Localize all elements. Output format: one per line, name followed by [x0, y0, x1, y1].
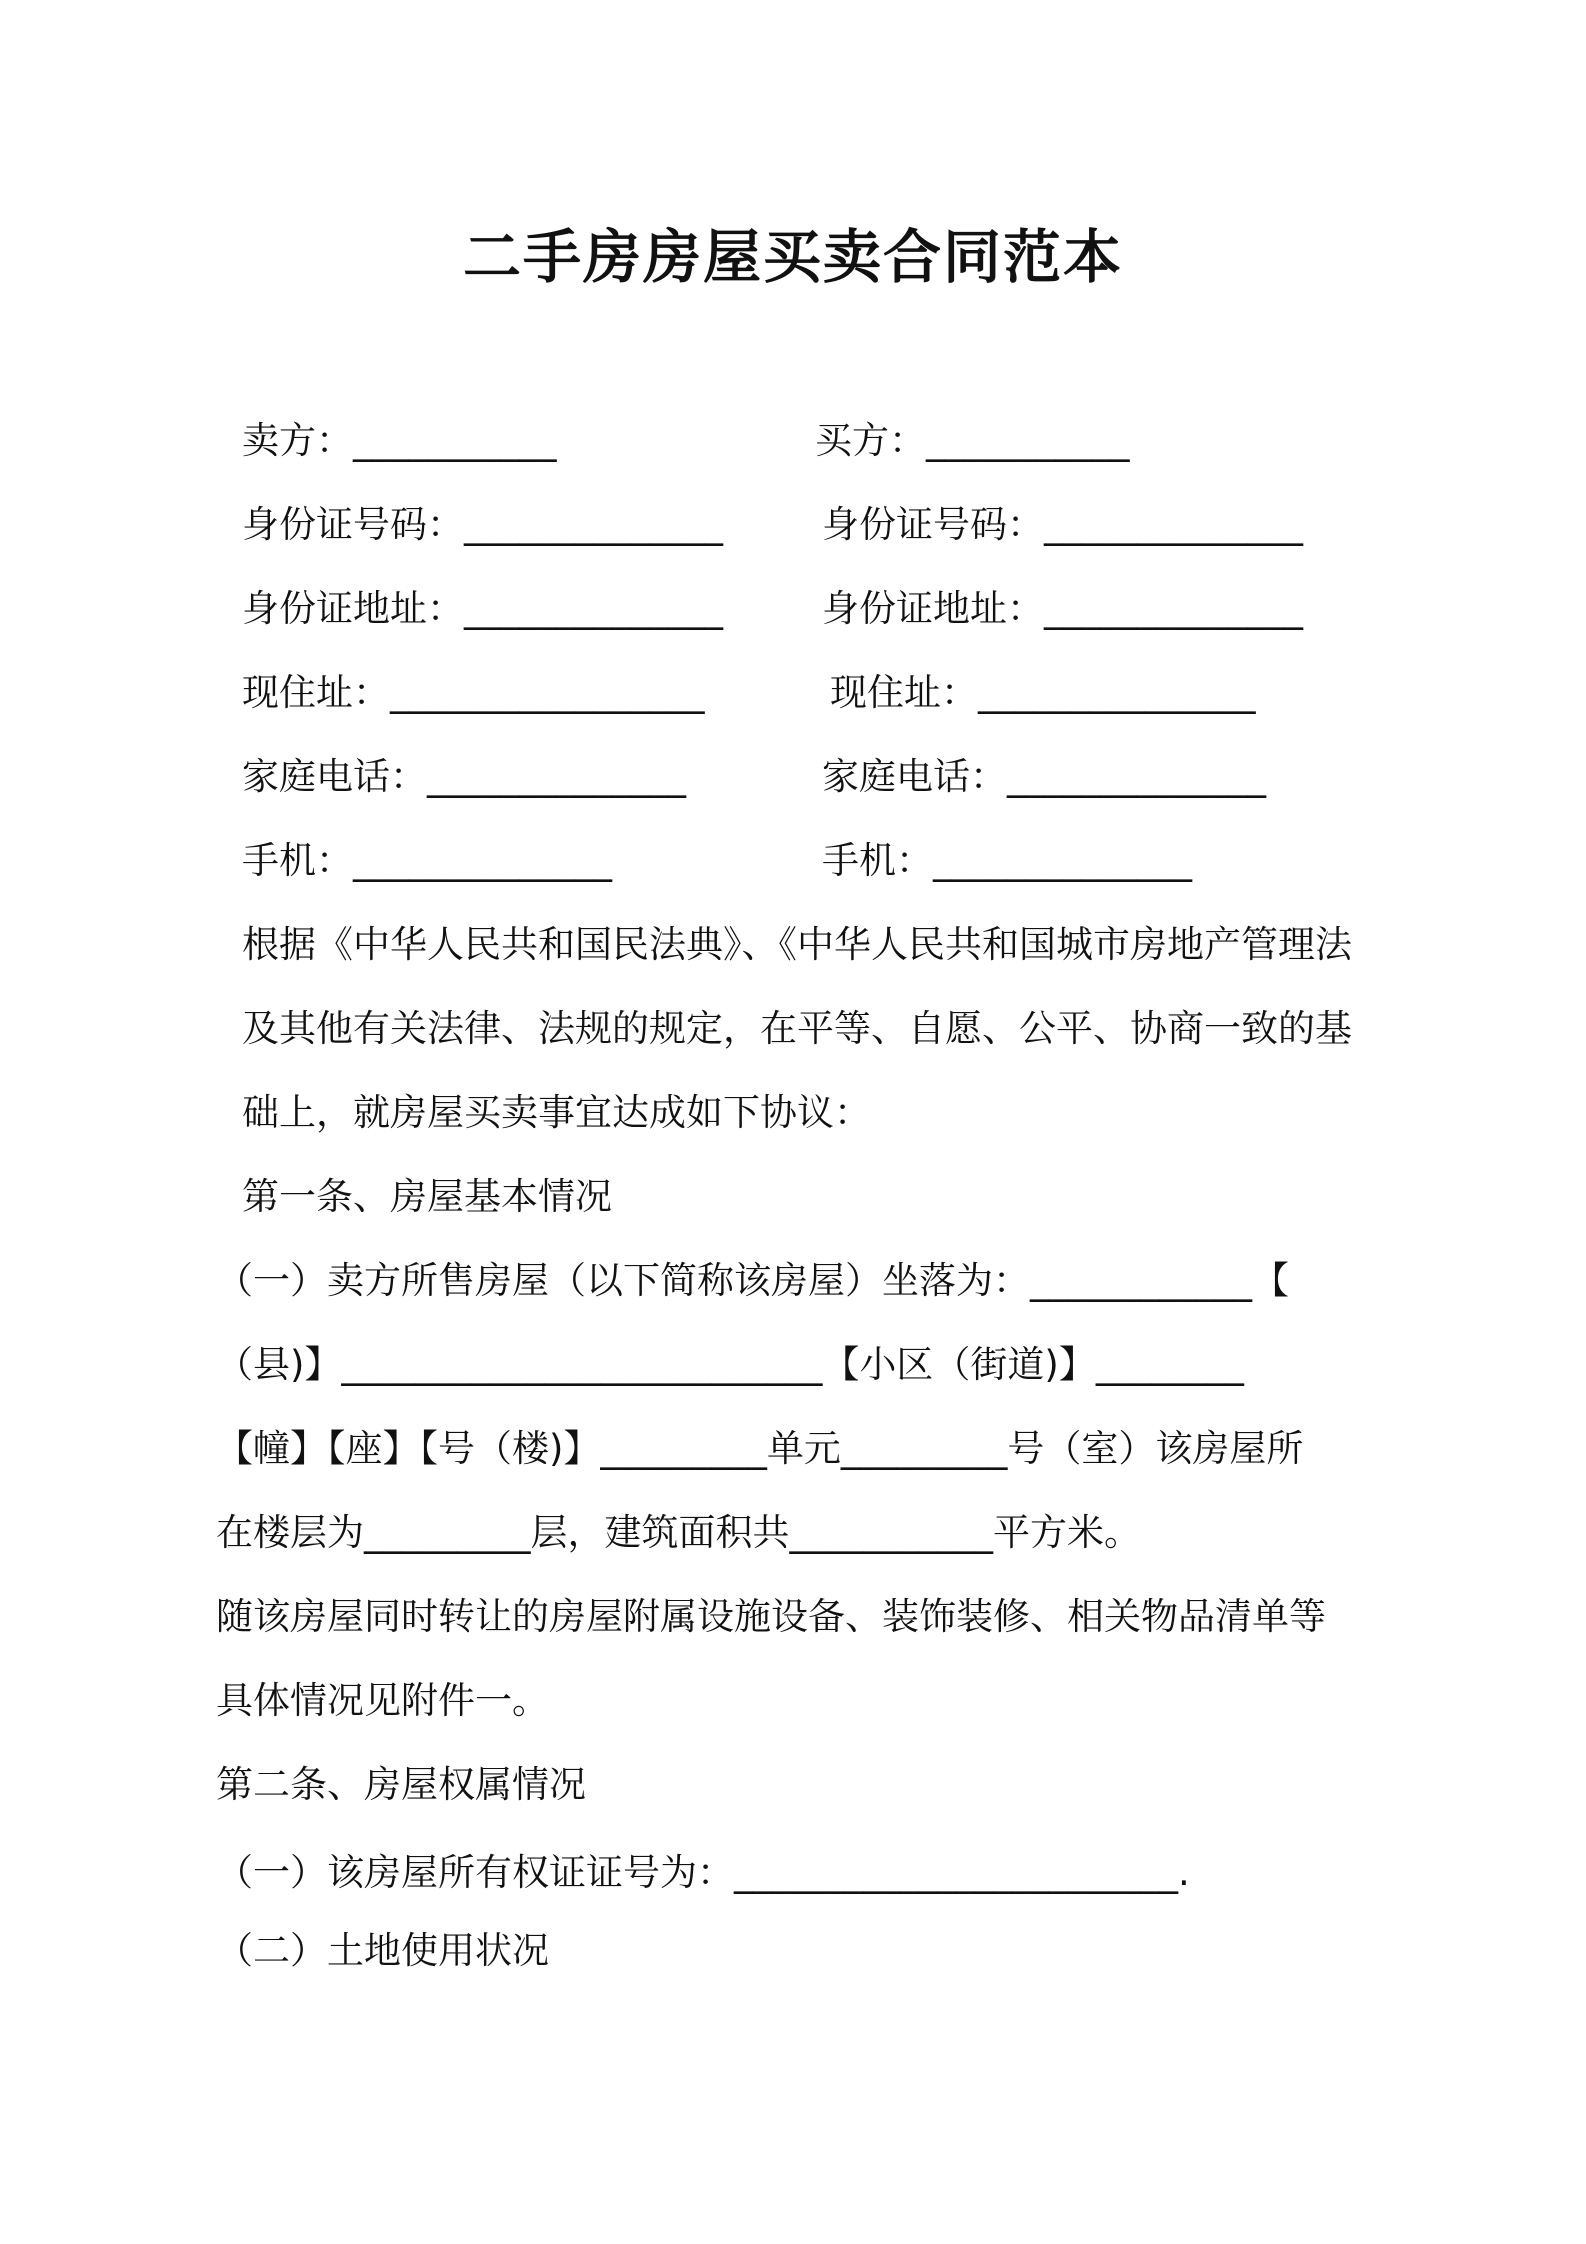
article2-heading: 第二条、房屋权属情况: [216, 1763, 586, 1806]
article1-line: 随该房屋同时转让的房屋附属设施设备、装饰装修、相关物品清单等: [216, 1595, 1326, 1638]
article1-line: （县)】__________________________【小区（街道)】________: [216, 1343, 1244, 1386]
preamble-line: 根据《中华人民共和国民法典》、《中华人民共和国城市房地产管理法: [242, 923, 1352, 966]
seller-field: 卖方：___________: [242, 419, 557, 462]
seller-home-phone-field: 家庭电话：______________: [242, 755, 686, 798]
buyer-mobile-field: 手机：______________: [822, 839, 1192, 882]
seller-mobile-field: 手机：______________: [242, 839, 612, 882]
article2-line: （二）土地使用状况: [216, 1929, 549, 1972]
buyer-home-phone-field: 家庭电话：______________: [822, 755, 1266, 798]
article1-heading: 第一条、房屋基本情况: [242, 1175, 612, 1218]
seller-id-number-field: 身份证号码：______________: [242, 503, 723, 546]
preamble-line: 础上，就房屋买卖事宜达成如下协议：: [242, 1091, 871, 1134]
buyer-field: 买方：___________: [815, 419, 1130, 462]
article1-line: 【幢】【座】【号（楼)】_________单元_________号（室）该房屋所: [216, 1427, 1304, 1470]
article1-line: 具体情况见附件一。: [216, 1679, 549, 1722]
seller-current-address-field: 现住址：_________________: [242, 671, 705, 714]
preamble-line: 及其他有关法律、法规的规定，在平等、自愿、公平、协商一致的基: [242, 1007, 1352, 1050]
buyer-current-address-field: 现住址：_______________: [830, 671, 1256, 714]
seller-id-address-field: 身份证地址：______________: [242, 587, 723, 630]
buyer-id-number-field: 身份证号码：______________: [822, 503, 1303, 546]
article1-line: （一）卖方所售房屋（以下简称该房屋）坐落为：____________【: [216, 1259, 1289, 1302]
article1-line: 在楼层为_________层，建筑面积共___________平方米。: [216, 1511, 1141, 1554]
article2-line: （一）该房屋所有权证证号为：________________________.: [216, 1851, 1190, 1894]
buyer-id-address-field: 身份证地址：______________: [822, 587, 1303, 630]
document-title: 二手房房屋买卖合同范本: [462, 223, 1123, 291]
